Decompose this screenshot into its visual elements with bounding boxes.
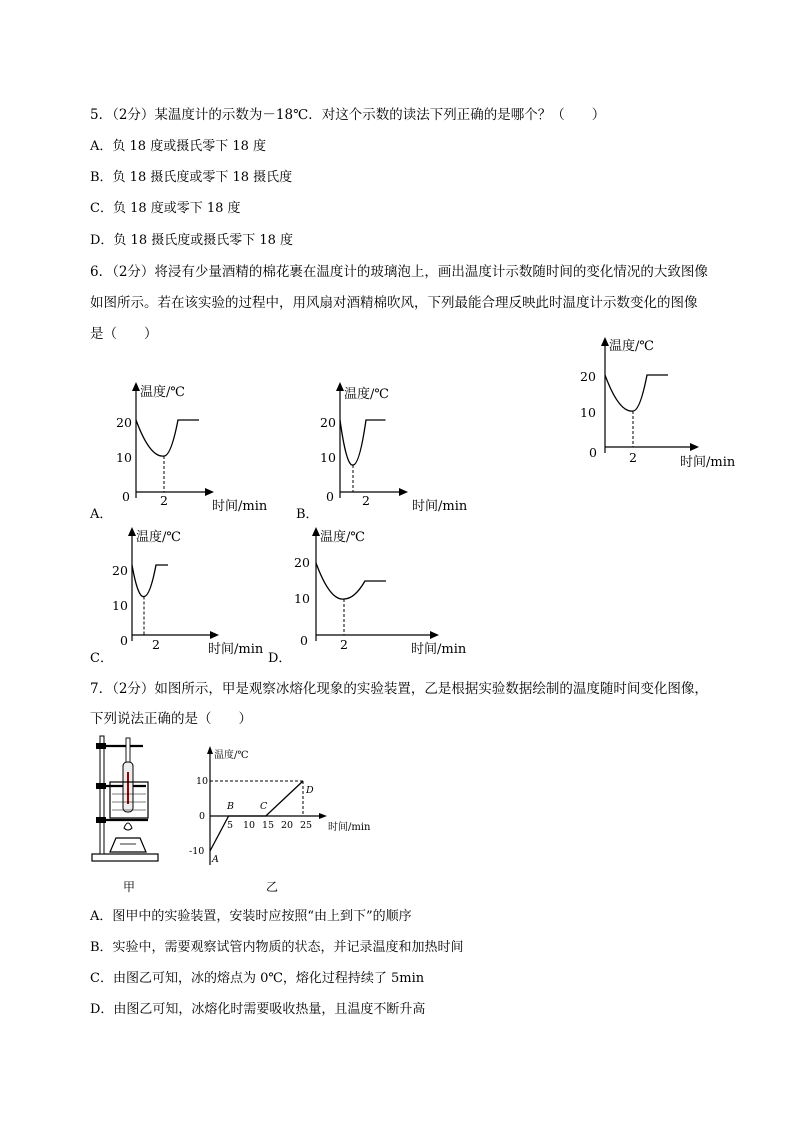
series-line [316,563,386,599]
ice-melting-graph [188,745,388,870]
ylabel: 温度/℃ [609,339,654,354]
q5-option-a[interactable]: A．负 18 度或摄氏零下 18 度 [90,139,267,154]
q5-option-b[interactable]: B．负 18 摄氏度或零下 18 摄氏度 [90,170,293,185]
ytick-20: 20 [294,555,310,570]
option-a-graph[interactable] [110,380,280,520]
option-c-graph[interactable] [110,525,280,665]
ice-melting-apparatus [88,732,168,867]
xtick-2: 2 [629,450,637,465]
xtick-2: 2 [362,493,370,508]
q6-option-b-letter[interactable]: B． [296,507,319,522]
q7-option-a[interactable]: A．图甲中的实验装置，安装时应按照“由上到下”的顺序 [90,909,412,924]
curve [132,565,168,635]
series-line [136,420,199,456]
xlabel: 时间/min [411,642,467,657]
ytick-0: 0 [122,489,130,504]
ytick-0: 0 [300,633,308,648]
ytick-20: 20 [580,369,596,384]
xtick-15: 15 [262,820,275,831]
xtick-20: 20 [281,820,294,831]
stand-rod [100,736,104,854]
q7-option-c[interactable]: C．由图乙可知，冰的熔点为 0℃，熔化过程持续了 5min [90,971,425,986]
xtick-10: 10 [243,820,256,831]
xtick-2: 2 [152,637,160,652]
ytick-0: 0 [199,811,206,822]
ytick-0: 0 [120,633,128,648]
curve [340,420,386,492]
ytick-0: 0 [326,489,334,504]
q7-stem-line1: 7．（2分）如图所示，甲是观察冰熔化现象的实验装置，乙是根据实验数据绘制的温度随时间变化图像， [90,681,708,697]
ytick-20: 20 [320,415,336,430]
xlabel: 时间/min [412,499,468,514]
xtick-2: 2 [340,637,348,652]
series-line [132,565,168,597]
point-label-d: D [306,785,314,796]
xlabel: 时间/min [680,455,736,470]
ylabel: 温度/℃ [140,385,185,400]
ytick-neg10: -10 [189,846,205,857]
ylabel: 温度/℃ [320,530,365,545]
ytick-0: 0 [589,445,597,460]
ytick-20: 20 [116,415,132,430]
caption-jia: 甲 [123,880,136,894]
ytick-10: 10 [112,598,128,613]
ytick-20: 20 [112,563,128,578]
q5-option-d[interactable]: D．负 18 摄氏度或摄氏零下 18 度 [90,233,294,248]
q6-stem-line2: 如图所示。若在该实验的过程中，用风扇对酒精棉吹风，下列最能合理反映此时温度计示数变化的图像 [90,295,698,311]
ytick-10: 10 [580,405,596,420]
ylabel: 温度/℃ [344,387,389,402]
q5-option-c[interactable]: C．负 18 度或零下 18 度 [90,201,241,216]
ylabel: 温度/℃ [136,530,181,545]
ytick-10: 10 [116,450,132,465]
q6-stem-line1: 6．（2分）将浸有少量酒精的棉花裹在温度计的玻璃泡上，画出温度计示数随时间的变化情况的大致图像 [90,264,708,280]
stand-base [92,854,158,861]
q7-option-b[interactable]: B．实验中，需要观察试管内物质的状态，并记录温度和加热时间 [90,940,464,955]
xtick-25: 25 [300,820,313,831]
ytick-10: 10 [294,591,310,606]
point-label-b: B [227,801,234,812]
alcohol-lamp [110,838,146,852]
xtick-2: 2 [160,493,168,508]
ylabel: 温度/℃ [214,750,249,761]
ytick-10: 10 [196,776,209,787]
series-line [605,375,668,411]
xlabel: 时间/min [328,822,371,833]
xtick-5: 5 [227,820,234,831]
ytick-10: 10 [320,450,336,465]
q7-stem-line2: 下列说法正确的是（ ） [90,711,252,727]
q7-option-d[interactable]: D．由图乙可知，冰熔化时需要吸收热量，且温度不断升高 [90,1002,426,1017]
burner-flame [124,823,132,830]
point-label-a: A [212,854,219,865]
point-label-c: C [260,801,268,812]
xlabel: 时间/min [208,642,264,657]
xlabel: 时间/min [212,499,268,514]
caption-yi: 乙 [266,880,279,894]
curve [316,563,386,635]
q6-option-a-letter[interactable]: A． [90,507,113,522]
q5-stem: 5．（2分）某温度计的示数为－18℃．对这个示数的读法下列正确的是哪个？（ ） [90,107,606,123]
series-line [340,420,386,465]
curve [136,420,199,492]
q6-option-d-letter[interactable]: D． [268,651,292,666]
option-b-graph[interactable] [312,380,482,520]
curve [605,375,668,447]
reference-graph [575,335,755,470]
q6-stem-line3: 是（ ） [90,326,158,342]
option-d-graph[interactable] [290,525,470,665]
q6-option-c-letter[interactable]: C． [90,651,113,666]
